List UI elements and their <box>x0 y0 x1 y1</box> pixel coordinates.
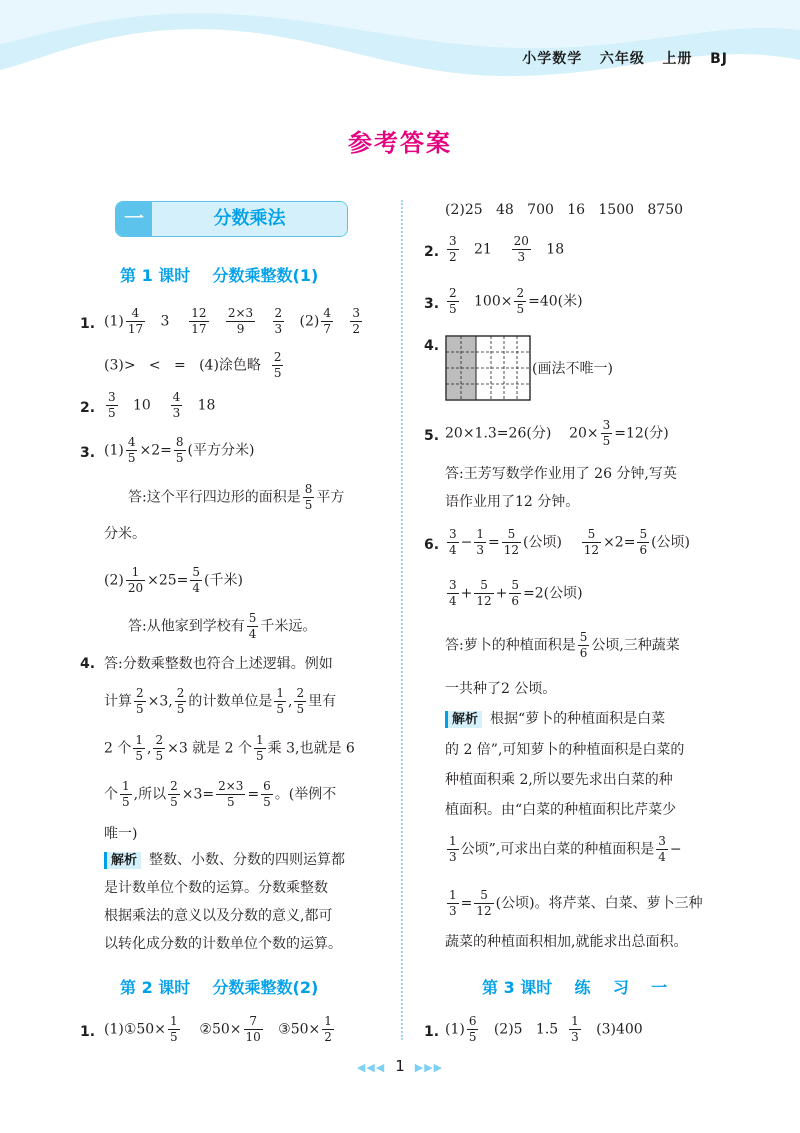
fraction: $\frac{2}{5}$ <box>296 686 305 716</box>
fraction: $\frac{12}{17}$ <box>191 306 207 336</box>
r-q4-note: (画法不唯一) <box>532 361 613 377</box>
fraction: $\frac{1}{2}$ <box>324 1014 332 1044</box>
l2-q1-line: (1)①50× $\frac{1}{5}$ ②50× $\frac{7}{10}$ ③50× $\frac{1}{2}$ <box>104 1014 332 1044</box>
fraction: $\frac{2}{5}$ <box>516 286 525 316</box>
fraction: $\frac{2}{5}$ <box>170 779 178 809</box>
fraction: $\frac{5}{4}$ <box>192 565 201 595</box>
q1-number: 1. <box>80 316 96 332</box>
lesson-2-heading: 第 2 课时 分数乘整数(2) <box>120 978 319 997</box>
page-footer <box>0 1057 800 1075</box>
fraction: $\frac{4}{3}$ <box>172 390 181 420</box>
prev-arrows-icon: ◀◀◀ <box>356 1061 386 1074</box>
fraction: $\frac{2}{5}$ <box>136 686 144 716</box>
r-q6-line2: $\frac{3}{4}$ + $\frac{5}{12}$ + $\frac{5}{6}$ =2(公顷) <box>449 578 583 608</box>
r-q5-line3: 语作业用了12 分钟。 <box>445 494 580 510</box>
q3-answer2: 答:从他家到学校有 $\frac{5}{4}$ 千米远。 <box>128 611 317 641</box>
r-q4-number: 4. <box>424 338 440 354</box>
r-q2-line: $\frac{3}{2}$ 21 $\frac{20}{3}$ 18 <box>449 234 565 264</box>
fraction: $\frac{4}{7}$ <box>323 306 332 336</box>
fraction: $\frac{3}{4}$ <box>449 527 457 557</box>
right-analysis-line1: 解析 根据“萝卜的种植面积是白菜 <box>445 709 665 729</box>
fraction: $\frac{4}{5}$ <box>127 435 136 465</box>
analysis-tag: 解析 <box>104 852 141 869</box>
fraction: $\frac{6}{5}$ <box>468 1014 477 1044</box>
unit-name: 分数乘法 <box>152 202 347 237</box>
fraction: $\frac{5}{12}$ <box>476 578 492 608</box>
unit-number: 一 <box>116 202 152 237</box>
fraction: $\frac{2}{5}$ <box>176 686 185 716</box>
r-q3-line: $\frac{2}{5}$ 100× $\frac{2}{5}$ =40(米) <box>449 286 583 316</box>
left-analysis-line3: 根据乘法的意义以及分数的意义,都可 <box>104 908 333 924</box>
fraction: $\frac{7}{10}$ <box>245 1014 261 1044</box>
fraction: $\frac{8}{5}$ <box>175 435 184 465</box>
q3-line1: (1) $\frac{4}{5}$ ×2= $\frac{8}{5}$ (平方分米) <box>104 435 255 465</box>
fraction: $\frac{5}{6}$ <box>511 578 520 608</box>
q3-answer1: 答:这个平行四边形的面积是 $\frac{8}{5}$ 平方 <box>128 482 345 512</box>
r-q2-number: 2. <box>424 244 440 260</box>
fraction: $\frac{2\times 3}{9}$ <box>227 306 254 336</box>
unit-heading <box>115 201 348 237</box>
fraction: $\frac{3}{5}$ <box>602 418 611 448</box>
fraction: $\frac{3}{5}$ <box>108 390 116 420</box>
r-q1-part2: (2)25 48 700 16 1500 8750 <box>445 202 684 218</box>
fraction: $\frac{5}{6}$ <box>639 527 648 557</box>
fraction: $\frac{5}{6}$ <box>579 630 588 660</box>
r-q6-answer: 答:萝卜的种植面积是 $\frac{5}{6}$ 公顷,三种蔬菜 <box>445 630 680 660</box>
fraction: $\frac{8}{5}$ <box>304 482 313 512</box>
book-series-label: 小学数学 六年级 上册 BJ <box>522 51 728 67</box>
next-arrows-icon: ▶▶▶ <box>414 1061 444 1074</box>
fraction: $\frac{5}{12}$ <box>583 527 600 557</box>
lesson-3-heading: 第 3 课时 练 习 一 <box>482 978 668 997</box>
page-number: 1 <box>395 1057 405 1075</box>
q4-line3: 2 个 $\frac{1}{5}$ , $\frac{2}{5}$ ×3 就是 2 个 $\frac{1}{5}$ 乘 3,也就是 6 <box>104 733 355 763</box>
right-analysis-line5: $\frac{1}{3}$ 公顷”,可求出白菜的种植面积是 $\frac{3}{4}$ − <box>449 834 682 864</box>
fraction: $\frac{2}{3}$ <box>274 306 283 336</box>
fraction: $\frac{1}{3}$ <box>449 834 457 864</box>
r-q6-line1: $\frac{3}{4}$ − $\frac{1}{3}$ = $\frac{5}{12}$ (公顷) $\frac{5}{12}$ ×2= $\frac{5}{6}$ (公顷) <box>449 527 691 557</box>
q1-line1: (1) $\frac{4}{17}$ 3 $\frac{12}{17}$ $\frac{2\times 3}{9}$ $\frac{2}{3}$ (2) $\frac{4}{7}$ $\frac{3}{2}$ <box>104 306 361 336</box>
q2-line: $\frac{3}{5}$ 10 $\frac{4}{3}$ 18 <box>108 390 216 420</box>
q4-line1: 答:分数乘整数也符合上述逻辑。例如 <box>104 656 333 672</box>
l3-q1-line: (1) $\frac{6}{5}$ (2)5 1.5 $\frac{1}{3}$ (3)400 <box>445 1014 643 1044</box>
r-q6-number: 6. <box>424 537 440 553</box>
left-analysis-line2: 是计数单位个数的运算。分数乘整数 <box>104 880 328 896</box>
fraction: $\frac{1}{3}$ <box>449 888 457 918</box>
q2-number: 2. <box>80 400 96 416</box>
q4-line2: 计算 $\frac{2}{5}$ ×3, $\frac{2}{5}$ 的计数单位是 $\frac{1}{5}$ , $\frac{2}{5}$ 里有 <box>104 686 337 716</box>
r-q5-number: 5. <box>424 428 440 444</box>
fraction: $\frac{1}{3}$ <box>571 1014 579 1044</box>
right-analysis-line7: 蔬菜的种植面积相加,就能求出总面积。 <box>445 934 688 950</box>
shaded-grid-diagram <box>445 335 531 401</box>
right-analysis-line4: 植面积。由“白菜的种植面积比芹菜少 <box>445 802 677 818</box>
fraction: $\frac{3}{4}$ <box>449 578 457 608</box>
lesson-1-heading: 第 1 课时 分数乘整数(1) <box>120 266 319 285</box>
fraction: $\frac{20}{3}$ <box>513 234 529 264</box>
r-q6-answer-cont: 一共种了2 公顷。 <box>445 681 557 697</box>
q3-line2: (2) $\frac{1}{20}$ ×25= $\frac{5}{4}$ (千米) <box>104 565 243 595</box>
fraction: $\frac{2}{5}$ <box>155 733 164 763</box>
fraction: $\frac{1}{5}$ <box>122 779 130 809</box>
fraction: $\frac{3}{2}$ <box>449 234 457 264</box>
fraction: $\frac{3}{2}$ <box>352 306 361 336</box>
right-analysis-line2: 的 2 倍”,可知萝卜的种植面积是白菜的 <box>445 742 685 758</box>
l2-q1-number: 1. <box>80 1024 96 1040</box>
q3-answer1-cont: 分米。 <box>104 526 146 542</box>
column-divider <box>401 200 403 1040</box>
analysis-tag: 解析 <box>445 711 482 728</box>
q4-line4: 个 $\frac{1}{5}$ ,所以 $\frac{2}{5}$ ×3= $\frac{2\times 3}{5}$ = $\frac{6}{5}$ 。(举例不 <box>104 779 337 809</box>
fraction: $\frac{1}{3}$ <box>476 527 485 557</box>
fraction: $\frac{1}{5}$ <box>256 733 264 763</box>
fraction: $\frac{5}{12}$ <box>503 527 520 557</box>
fraction: $\frac{1}{5}$ <box>276 686 285 716</box>
r-q3-number: 3. <box>424 296 440 312</box>
right-analysis-line6: $\frac{1}{3}$ = $\frac{5}{12}$ (公顷)。将芹菜、白菜、萝卜三种 <box>449 888 703 918</box>
l3-q1-number: 1. <box>424 1024 440 1040</box>
q3-number: 3. <box>80 445 96 461</box>
fraction: $\frac{2}{5}$ <box>273 350 282 380</box>
fraction: $\frac{2\times 3}{5}$ <box>218 779 244 809</box>
fraction: $\frac{1}{5}$ <box>135 733 143 763</box>
fraction: $\frac{6}{5}$ <box>263 779 271 809</box>
left-analysis-line4: 以转化成分数的计数单位个数的运算。 <box>104 936 342 952</box>
r-q5-line2: 答:王芳写数学作业用了 26 分钟,写英 <box>445 466 677 482</box>
r-q5-line1: 20×1.3=26(分) 20× $\frac{3}{5}$ =12(分) <box>445 418 669 448</box>
fraction: $\frac{5}{12}$ <box>476 888 492 918</box>
fraction: $\frac{4}{17}$ <box>127 306 144 336</box>
fraction: $\frac{1}{5}$ <box>169 1014 178 1044</box>
q4-line5: 唯一) <box>104 826 138 842</box>
fraction: $\frac{2}{5}$ <box>449 286 457 316</box>
right-analysis-line3: 种植面积乘 2,所以要先求出白菜的种 <box>445 772 673 788</box>
fraction: $\frac{3}{4}$ <box>658 834 666 864</box>
page-title: 参考答案 <box>348 129 452 157</box>
fraction: $\frac{5}{4}$ <box>248 611 257 641</box>
q1-line2: (3)> < = (4)涂色略 $\frac{2}{5}$ <box>104 350 282 380</box>
q4-number: 4. <box>80 656 96 672</box>
fraction: $\frac{1}{20}$ <box>127 565 144 595</box>
left-analysis-line1: 解析 整数、小数、分数的四则运算都 <box>104 850 345 870</box>
